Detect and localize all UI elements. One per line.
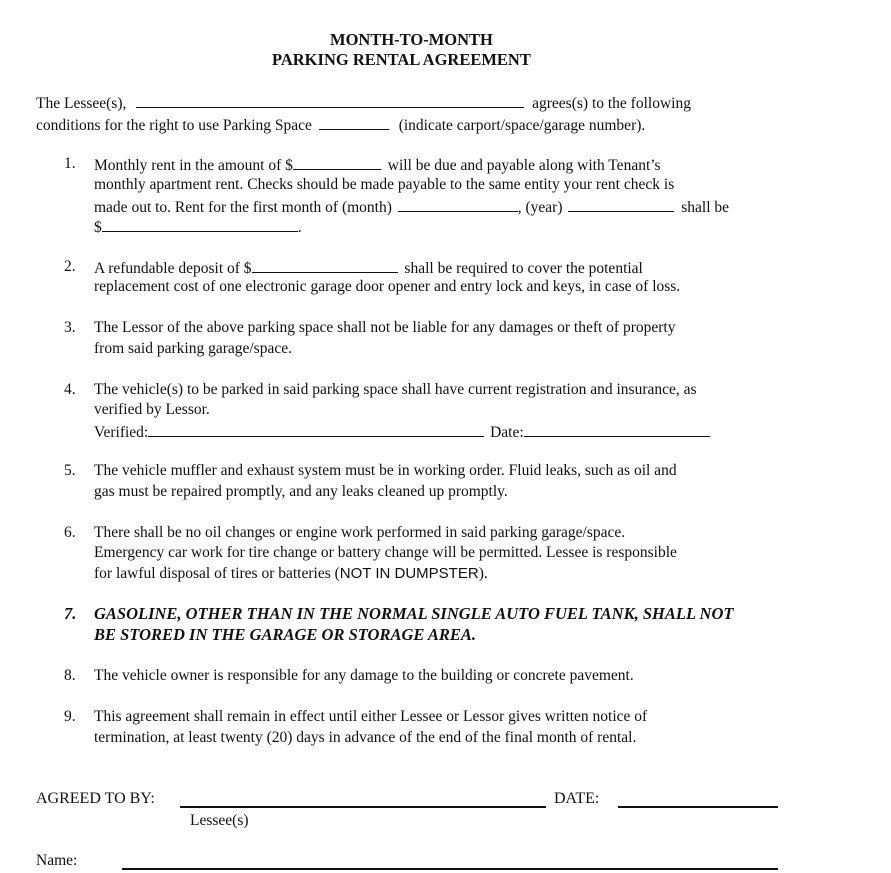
lessee-signature-line[interactable]	[180, 806, 546, 808]
item-3-line-1: The Lessor of the above parking space shall not be liable for any damages or theft of property	[94, 319, 676, 336]
item-6-text-a: for lawful disposal of tires or batteries (	[94, 565, 340, 582]
item-3-line-2: from said parking garage/space.	[94, 340, 292, 357]
item-1-number: 1.	[64, 155, 76, 172]
verified-date-field[interactable]	[524, 421, 710, 437]
signature-date-line[interactable]	[618, 806, 778, 808]
item-5-line-1: The vehicle muffler and exhaust system must be in working order. Fluid leaks, such as oil and	[94, 462, 677, 479]
item-7-number: 7.	[64, 604, 77, 623]
lessees-caption: Lessee(s)	[190, 812, 249, 829]
agreed-to-by-label: AGREED TO BY:	[36, 790, 155, 807]
item-1-text-b: will be due and payable along with Tenant’s	[387, 157, 661, 174]
item-2-text-b: shall be required to cover the potential	[404, 260, 643, 277]
item-1-line-4	[94, 216, 302, 238]
deposit-field[interactable]	[252, 257, 398, 273]
item-9-line-1: This agreement shall remain in effect until either Lessee or Lessor gives written notice of	[94, 708, 648, 725]
item-6-line-3	[94, 564, 488, 584]
verified-field[interactable]	[148, 421, 484, 437]
item-2-number: 2.	[64, 258, 76, 275]
title-line-1: MONTH-TO-MONTH	[330, 30, 493, 49]
item-7-line-2: BE STORED IN THE GARAGE OR STORAGE AREA.	[94, 625, 477, 644]
item-1-text-d: , (year)	[517, 199, 563, 216]
title-line-2: PARKING RENTAL AGREEMENT	[272, 50, 531, 69]
year-field[interactable]	[568, 196, 674, 212]
item-1-line-3	[94, 196, 729, 218]
lessee-label: The Lessee(s),	[36, 95, 127, 112]
item-9-line-2: termination, at least twenty (20) days in advance of the end of the final month of rental.	[94, 729, 637, 746]
item-8-line-1: The vehicle owner is responsible for any damage to the building or concrete pavement.	[94, 667, 634, 684]
item-2-line-1	[94, 257, 643, 279]
name-label: Name:	[36, 852, 78, 869]
item-1-text-a: Monthly rent in the amount of $	[94, 157, 293, 174]
conditions-text: conditions for the right to use Parking Space	[36, 117, 312, 134]
parking-space-field[interactable]	[319, 114, 389, 130]
item-2-line-2: replacement cost of one electronic garage door opener and entry lock and keys, in case of loss.	[94, 278, 681, 295]
verified-label: Verified:	[94, 424, 149, 441]
signature-date-label: DATE:	[554, 790, 600, 807]
date-label: Date:	[490, 424, 524, 441]
first-month-amount-field[interactable]	[102, 216, 298, 232]
item-7-line-1: GASOLINE, OTHER THAN IN THE NORMAL SINGLE AUTO FUEL TANK, SHALL NOT	[94, 604, 734, 623]
item-1-text-e: shall be	[681, 199, 730, 216]
agrees-text: agrees(s) to the following	[532, 95, 691, 112]
item-3-number: 3.	[64, 319, 76, 336]
indicate-text: (indicate carport/space/garage number).	[398, 117, 646, 134]
item-4-line-2: verified by Lessor.	[94, 401, 210, 418]
item-6-number: 6.	[64, 524, 76, 541]
item-1-line-2: monthly apartment rent. Checks should be made payable to the same entity your rent check is	[94, 176, 675, 193]
monthly-rent-field[interactable]	[293, 154, 381, 170]
intro-line-2	[36, 114, 645, 136]
item-2-text-a: A refundable deposit of $	[94, 260, 252, 277]
item-4-number: 4.	[64, 381, 76, 398]
item-5-number: 5.	[64, 462, 76, 479]
item-4-line-3	[94, 421, 710, 443]
item-6-line-2: Emergency car work for tire change or battery change will be permitted. Lessee is responsible	[94, 544, 677, 561]
not-in-dumpster: NOT IN DUMPSTER	[339, 565, 479, 582]
item-8-number: 8.	[64, 667, 76, 684]
item-1-dollar: $	[94, 219, 102, 236]
item-5-line-2: gas must be repaired promptly, and any leaks cleaned up promptly.	[94, 483, 508, 500]
lessee-name-field[interactable]	[136, 92, 524, 108]
item-1-period: .	[297, 219, 302, 236]
item-4-line-1: The vehicle(s) to be parked in said parking space shall have current registration and insurance, as	[94, 381, 697, 398]
item-9-number: 9.	[64, 708, 76, 725]
first-month-field[interactable]	[398, 196, 518, 212]
name-line[interactable]	[122, 868, 778, 870]
item-1-text-c: made out to. Rent for the first month of (month)	[94, 199, 392, 216]
item-6-text-b: ).	[478, 565, 488, 582]
item-1-line-1	[94, 154, 661, 176]
item-6-line-1: There shall be no oil changes or engine work performed in said parking garage/space.	[94, 524, 626, 541]
intro-line-1	[36, 92, 691, 114]
